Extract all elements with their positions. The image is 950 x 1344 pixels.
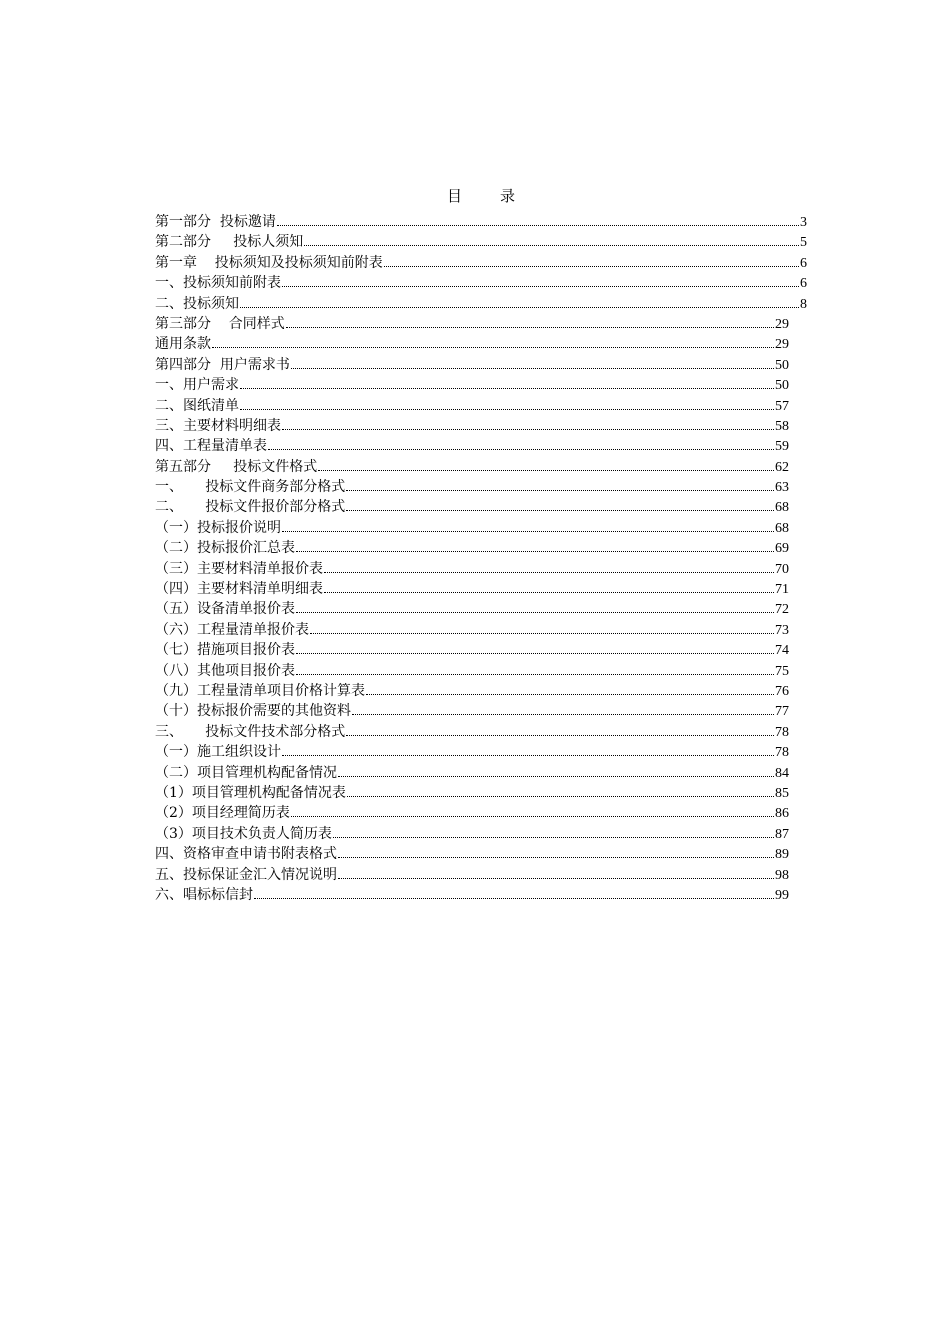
toc-dot-leader <box>240 388 774 389</box>
toc-entry[interactable] <box>155 355 807 375</box>
toc-entry-page-number: 85 <box>775 785 789 801</box>
toc-dot-leader <box>338 857 774 858</box>
toc-entry-page-number: 68 <box>775 520 789 536</box>
toc-title-right: 录 <box>500 187 516 205</box>
toc-dot-leader <box>291 368 774 369</box>
toc-dot-leader <box>296 551 774 552</box>
toc-entry[interactable] <box>155 396 807 416</box>
toc-entry-page-number: 63 <box>775 480 789 496</box>
toc-entry[interactable] <box>155 538 807 558</box>
toc-entry-label: （三）主要材料清单报价表 <box>155 560 323 577</box>
toc-entry-page-number: 58 <box>775 418 789 434</box>
toc-entry-page-number: 50 <box>775 378 789 394</box>
toc-entry-label: （二）项目管理机构配备情况 <box>155 764 337 781</box>
toc-entry-label: 第四部分 用户需求书 <box>155 356 290 373</box>
toc-entry-label: 四、资格审查申请书附表格式 <box>155 846 337 863</box>
toc-dot-leader <box>286 327 774 328</box>
toc-entry[interactable] <box>155 334 807 354</box>
toc-dot-leader <box>346 490 774 491</box>
toc-entry-label: 五、投标保证金汇入情况说明 <box>155 866 337 883</box>
toc-dot-leader <box>346 510 774 511</box>
toc-entry-label: 六、唱标标信封 <box>155 886 253 903</box>
toc-dot-leader <box>282 429 774 430</box>
toc-entry-page-number: 99 <box>775 887 789 903</box>
toc-entry[interactable] <box>155 661 807 681</box>
toc-entry[interactable] <box>155 640 807 660</box>
toc-entry[interactable] <box>155 294 807 314</box>
toc-entry-page-number: 70 <box>775 561 789 577</box>
toc-entry[interactable] <box>155 722 807 742</box>
toc-entry-label: （1）项目管理机构配备情况表 <box>155 784 346 801</box>
toc-entry-label: （一）施工组织设计 <box>155 744 281 761</box>
toc-entry-label: 一、投标须知前附表 <box>155 275 281 292</box>
toc-entry[interactable] <box>155 559 807 579</box>
toc-entry[interactable] <box>155 783 807 803</box>
toc-entry-label: 第五部分 投标文件格式 <box>155 458 318 475</box>
toc-entry-page-number: 71 <box>775 582 789 598</box>
toc-entry[interactable] <box>155 497 807 517</box>
toc-dot-leader <box>240 409 774 410</box>
toc-entry[interactable] <box>155 314 807 334</box>
toc-entry-page-number: 3 <box>800 215 807 230</box>
toc-entry-label: （十）投标报价需要的其他资料 <box>155 703 351 720</box>
toc-dot-leader <box>324 572 774 573</box>
toc-entry-label: 一、 投标文件商务部分格式 <box>155 479 346 496</box>
toc-entry-label: 第三部分 合同样式 <box>155 315 285 332</box>
toc-entry-label: （2）项目经理简历表 <box>155 805 290 822</box>
toc-entry-label: 三、 投标文件技术部分格式 <box>155 723 346 740</box>
toc-entry-label: （3）项目技术负责人简历表 <box>155 825 332 842</box>
toc-entry[interactable] <box>155 763 807 783</box>
toc-entry-page-number: 77 <box>775 704 789 720</box>
toc-dot-leader <box>282 286 799 287</box>
toc-entry-label: 二、 投标文件报价部分格式 <box>155 499 346 516</box>
toc-entry-page-number: 76 <box>775 683 789 699</box>
toc-entry-label: （八）其他项目报价表 <box>155 662 295 679</box>
toc-dot-leader <box>338 776 774 777</box>
toc-entry-label: 第二部分 投标人须知 <box>155 234 304 251</box>
toc-entry-label: （二）投标报价汇总表 <box>155 540 295 557</box>
toc-entry-page-number: 8 <box>800 296 807 312</box>
toc-title <box>155 186 807 206</box>
toc-entry[interactable] <box>155 803 807 823</box>
toc-dot-leader <box>282 531 774 532</box>
toc-entry-page-number: 68 <box>775 500 789 516</box>
toc-dot-leader <box>240 307 799 308</box>
toc-dot-leader <box>296 674 774 675</box>
toc-entry-page-number: 98 <box>775 867 789 883</box>
toc-entry-page-number: 87 <box>775 826 789 842</box>
toc-dot-leader <box>347 796 774 797</box>
toc-entry[interactable] <box>155 681 807 701</box>
toc-entry[interactable] <box>155 375 807 395</box>
toc-entry-page-number: 6 <box>800 255 807 271</box>
toc-entry-label: 二、图纸清单 <box>155 397 239 414</box>
toc-entry[interactable] <box>155 824 807 844</box>
toc-entry-label: （九）工程量清单项目价格计算表 <box>155 682 365 699</box>
toc-dot-leader <box>310 633 774 634</box>
toc-entry[interactable] <box>155 253 807 273</box>
toc-entry-page-number: 74 <box>775 643 789 659</box>
toc-dot-leader <box>333 837 774 838</box>
toc-entry-page-number: 50 <box>775 357 789 373</box>
toc-entry-page-number: 73 <box>775 622 789 638</box>
toc-entry[interactable] <box>155 436 807 456</box>
toc-entry-label: 第一章 投标须知及投标须知前附表 <box>155 254 383 271</box>
toc-entry-label: （七）措施项目报价表 <box>155 642 295 659</box>
toc-entry[interactable] <box>155 742 807 762</box>
toc-entry[interactable] <box>155 844 807 864</box>
toc-entry[interactable] <box>155 477 807 497</box>
toc-entry[interactable] <box>155 518 807 538</box>
toc-entry-label: 第一部分 投标邀请 <box>155 214 276 230</box>
toc-entry-page-number: 5 <box>800 235 807 251</box>
toc-entry[interactable] <box>155 599 807 619</box>
toc-dot-leader <box>282 755 774 756</box>
toc-entry[interactable] <box>155 579 807 599</box>
toc-dot-leader <box>324 592 774 593</box>
table-of-contents <box>155 212 807 905</box>
toc-entry-page-number: 29 <box>775 337 789 353</box>
toc-entry-label: 一、用户需求 <box>155 377 239 394</box>
toc-dot-leader <box>346 735 774 736</box>
toc-entry-label: （四）主要材料清单明细表 <box>155 581 323 598</box>
toc-entry-label: （一）投标报价说明 <box>155 519 281 536</box>
toc-dot-leader <box>296 612 774 613</box>
toc-entry-page-number: 6 <box>800 276 807 292</box>
toc-entry[interactable] <box>155 232 807 252</box>
toc-dot-leader <box>277 225 799 226</box>
toc-dot-leader <box>352 714 774 715</box>
toc-entry[interactable] <box>155 416 807 436</box>
toc-dot-leader <box>338 878 774 879</box>
toc-entry-label: 通用条款 <box>155 336 211 353</box>
toc-entry[interactable] <box>155 865 807 885</box>
toc-dot-leader <box>304 245 799 246</box>
toc-entry[interactable] <box>155 620 807 640</box>
toc-dot-leader <box>366 694 774 695</box>
toc-entry[interactable] <box>155 212 807 232</box>
toc-dot-leader <box>254 898 774 899</box>
toc-dot-leader <box>291 816 774 817</box>
toc-entry-page-number: 72 <box>775 602 789 618</box>
toc-entry-page-number: 78 <box>775 745 789 761</box>
toc-dot-leader <box>268 449 774 450</box>
toc-entry-page-number: 86 <box>775 806 789 822</box>
toc-entry-label: 三、主要材料明细表 <box>155 417 281 434</box>
toc-entry-page-number: 75 <box>775 663 789 679</box>
toc-dot-leader <box>384 266 799 267</box>
toc-entry[interactable] <box>155 457 807 477</box>
toc-entry-page-number: 84 <box>775 765 789 781</box>
toc-entry[interactable] <box>155 885 807 905</box>
toc-entry-page-number: 69 <box>775 541 789 557</box>
toc-entry-page-number: 57 <box>775 398 789 414</box>
toc-dot-leader <box>318 470 774 471</box>
toc-entry-page-number: 59 <box>775 439 789 455</box>
toc-entry[interactable] <box>155 701 807 721</box>
toc-dot-leader <box>212 347 774 348</box>
toc-entry-label: （五）设备清单报价表 <box>155 601 295 618</box>
toc-entry-page-number: 29 <box>775 316 789 332</box>
toc-entry-page-number: 89 <box>775 847 789 863</box>
toc-entry-page-number: 78 <box>775 724 789 740</box>
toc-dot-leader <box>296 653 774 654</box>
toc-title-left: 目 <box>446 187 462 205</box>
toc-entry-label: 四、工程量清单表 <box>155 438 267 455</box>
toc-entry-page-number: 62 <box>775 459 789 475</box>
toc-entry-label: 二、投标须知 <box>155 295 239 312</box>
toc-entry[interactable] <box>155 273 807 293</box>
toc-entry-label: （六）工程量清单报价表 <box>155 621 309 638</box>
